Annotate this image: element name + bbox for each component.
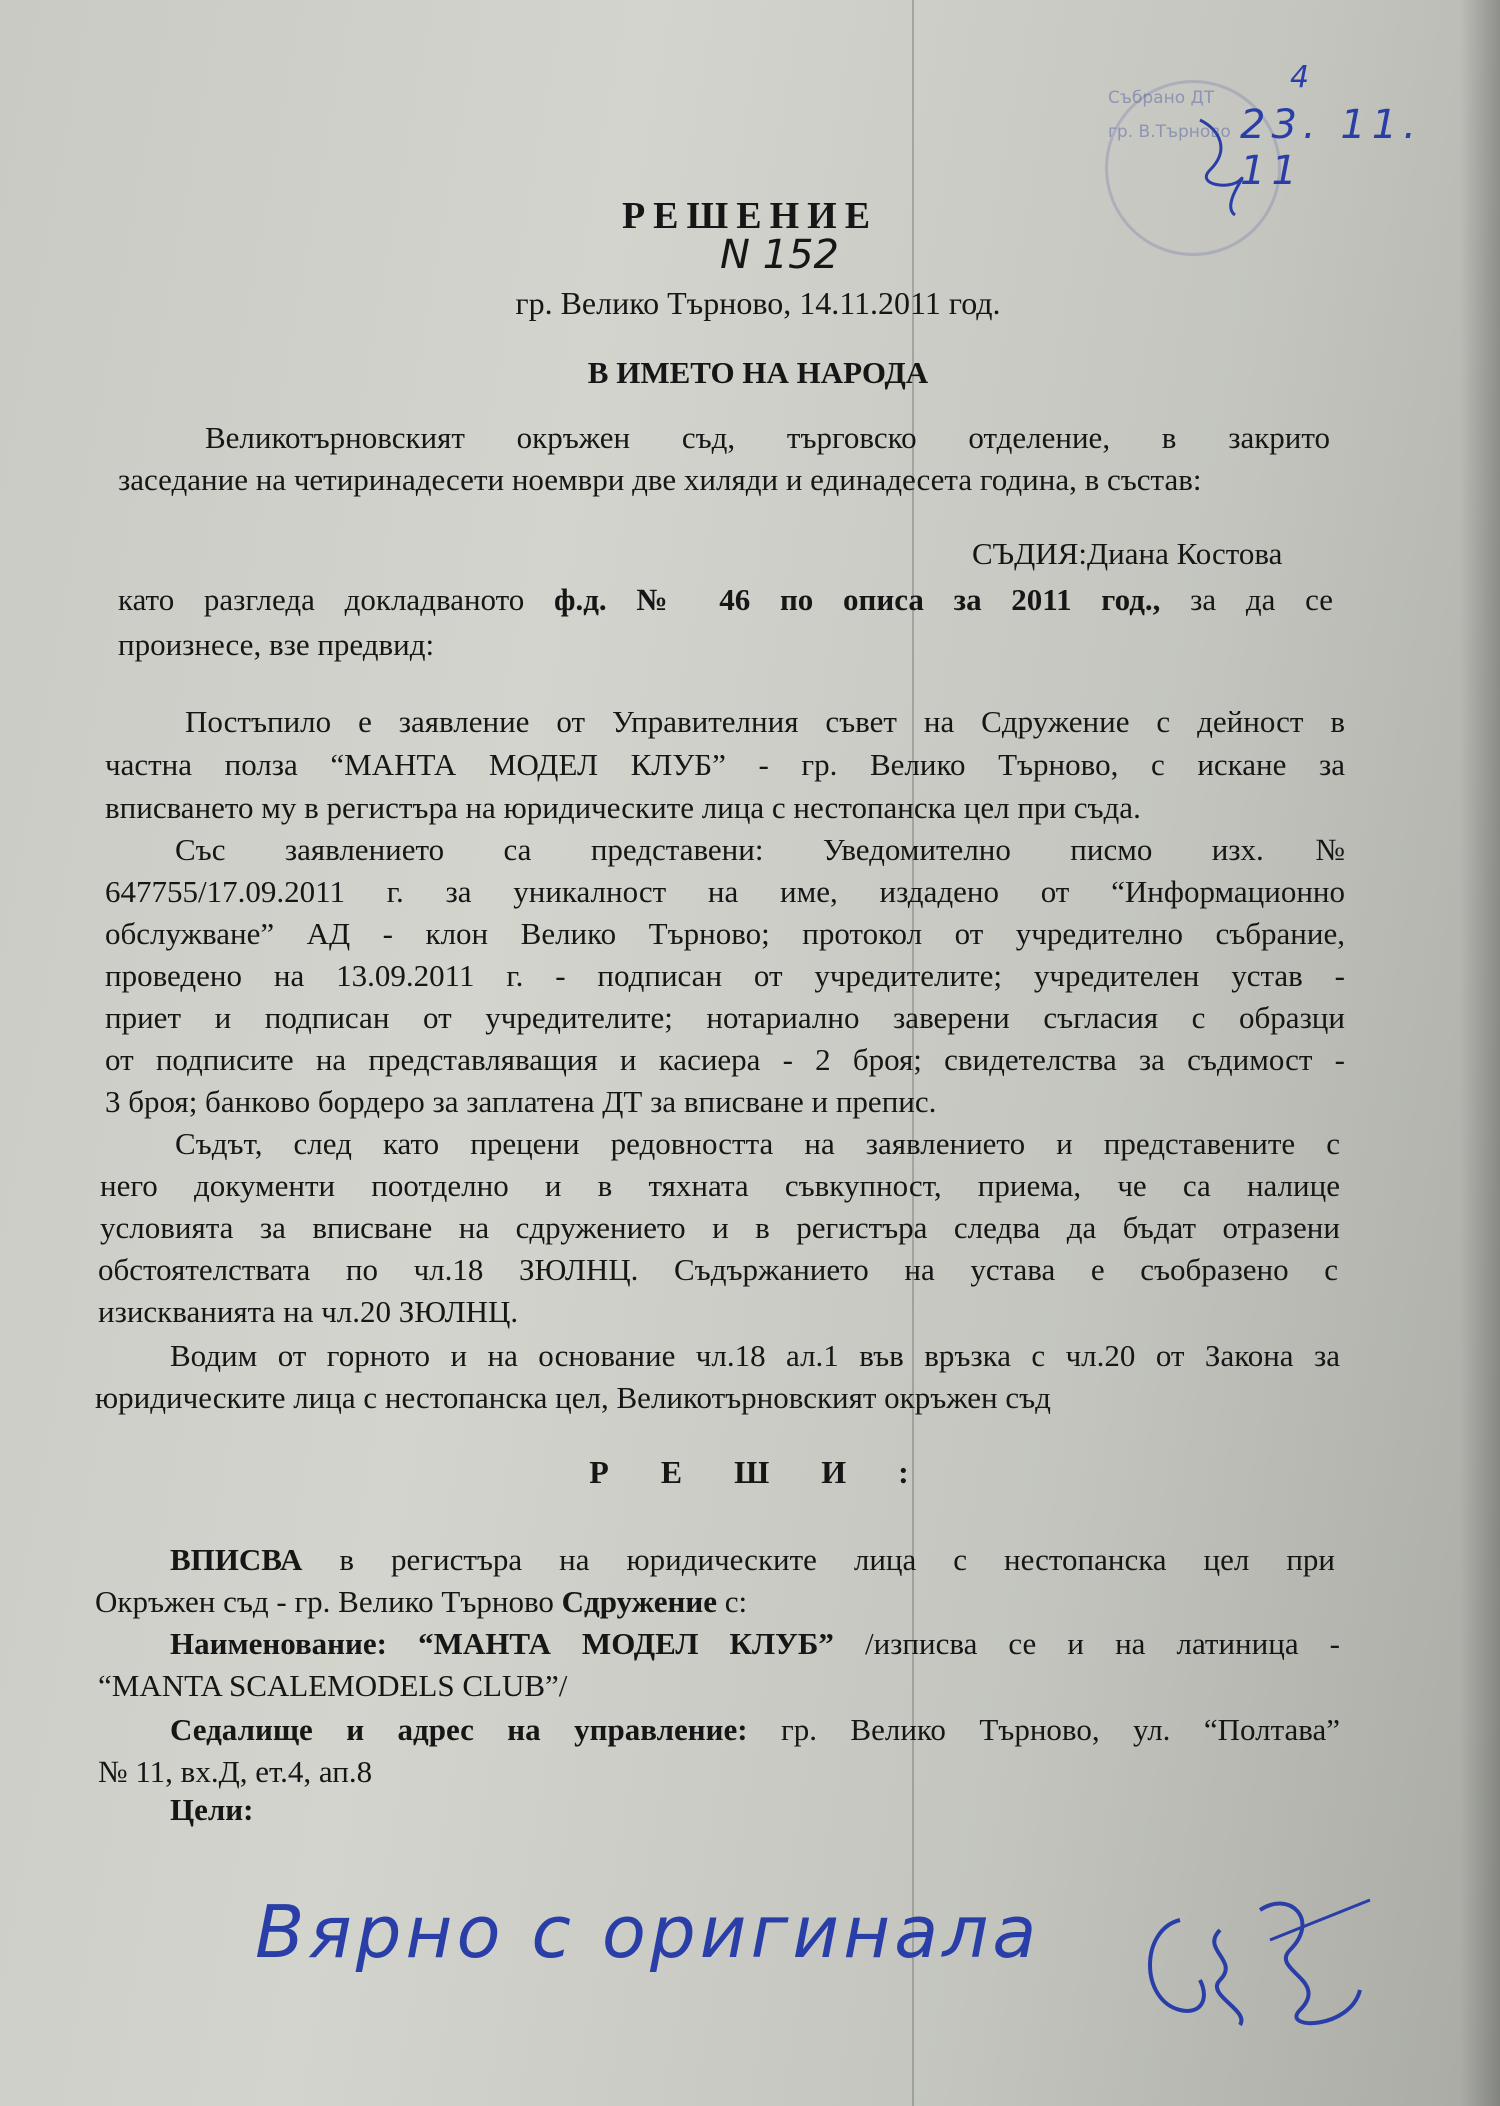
paragraph-2-line-5: приет и подписан от учредителите; нотариално заверени съгласия с образци bbox=[105, 1000, 1345, 1035]
intro-line-1: Великотърновският окръжен съд, търговско отделение, в закрито bbox=[205, 420, 1330, 455]
paragraph-2-line-7: 3 броя; банково бордеро за заплатена ДТ за вписване и препис. bbox=[105, 1084, 937, 1119]
enters-text: в регистъра на юридическите лица с нестопанска цел при bbox=[339, 1542, 1335, 1577]
seat-label: Седалище и адрес на управление: bbox=[170, 1712, 748, 1747]
seat-rest: гр. Велико Търново, ул. “Полтава” bbox=[781, 1712, 1341, 1747]
paragraph-4-line-2: юридическите лица с нестопанска цел, Великотърновският окръжен съд bbox=[95, 1380, 1051, 1415]
paragraph-1-line-1: Постъпило е заявление от Управителния съвет на Сдружение с дейност в bbox=[185, 704, 1345, 739]
goals-label: Цели: bbox=[170, 1792, 254, 1827]
paragraph-4-line-1: Водим от горното и на основание чл.18 ал.1 във връзка с чл.20 от Закона за bbox=[170, 1338, 1340, 1373]
paragraph-2-line-4: проведено на 13.09.2011 г. - подписан от учредителите; учредителен устав - bbox=[105, 958, 1345, 993]
case-text-c: за да се bbox=[1190, 582, 1334, 617]
name-latin: “MANTA SCALEMODELS CLUB”/ bbox=[98, 1668, 568, 1703]
paragraph-3-line-1: Съдът, след като прецени редовността на заявлението и представените с bbox=[175, 1126, 1340, 1161]
paragraph-2-line-6: от подписите на представляващия и касиера - 2 броя; свидетелства за съдимост - bbox=[105, 1042, 1345, 1077]
case-number: ф.д. № 46 по описа за 2011 год., bbox=[554, 582, 1161, 617]
case-text-a: като разгледа докладваното bbox=[118, 582, 525, 617]
paragraph-3-line-5: изискванията на чл.20 ЗЮЛНЦ. bbox=[98, 1294, 519, 1329]
stamp-superscript: 4 bbox=[1290, 60, 1310, 95]
paragraph-3-line-4: обстоятелствата по чл.18 ЗЮЛНЦ. Съдържанието на устава е съобразено с bbox=[98, 1252, 1338, 1287]
case-line-2: произнесе, взе предвид: bbox=[118, 627, 435, 662]
enters-with: с: bbox=[724, 1584, 748, 1619]
paragraph-3-line-2: него документи поотделно и в тяхната съвкупност, приема, че са налице bbox=[100, 1168, 1340, 1203]
decision-number: N 152 bbox=[720, 232, 839, 278]
paragraph-1-line-2: частна полза “МАНТА МОДЕЛ КЛУБ” - гр. Велико Търново, с искане за bbox=[105, 747, 1345, 782]
paragraph-2-line-3: обслужване” АД - клон Велико Търново; протокол от учредително събрание, bbox=[105, 916, 1345, 951]
paragraph-2-line-1: Със заявлението са представени: Уведомително писмо изх.№ bbox=[175, 832, 1345, 867]
handwritten-signature bbox=[1120, 1880, 1380, 2040]
place-date: гр. Велико Търново, 14.11.2011 год. bbox=[515, 285, 1001, 321]
enters-court: Окръжен съд - гр. Велико Търново bbox=[95, 1584, 554, 1619]
paragraph-2-line-2: 647755/17.09.2011 г. за уникалност на име, издадено от “Информационно bbox=[105, 874, 1345, 909]
stamp-received-text: Събрано ДТ bbox=[1108, 88, 1215, 108]
name-line-1 bbox=[170, 1624, 1340, 1664]
name-rest: /изписва се и на латиница - bbox=[864, 1626, 1340, 1661]
in-the-name-heading: В ИМЕТО НА НАРОДА bbox=[587, 355, 929, 390]
stamp-city-text: гр. В.Търново bbox=[1108, 122, 1231, 142]
stamp-date: 23. 11. 11 bbox=[1240, 102, 1422, 194]
case-line-1 bbox=[118, 580, 1333, 620]
paragraph-3-line-3: условията за вписване на сдружението и в регистъра следва да бъдат отразени bbox=[100, 1210, 1340, 1245]
seat-line-1 bbox=[170, 1710, 1340, 1750]
decides-heading: Р Е Ш И : bbox=[589, 1454, 911, 1490]
judge-name: СЪДИЯ:Диана Костова bbox=[972, 536, 1283, 571]
enters-line-2 bbox=[95, 1582, 747, 1622]
certification-handwritten: Вярно с оригинала bbox=[255, 1890, 1041, 1974]
enters-line-1 bbox=[170, 1540, 1335, 1580]
document-title: РЕШЕНИЕ bbox=[621, 195, 879, 237]
intro-line-2: заседание на четиринадесети ноември две хиляди и единадесета година, в състав: bbox=[118, 462, 1202, 497]
paragraph-1-line-3: вписването му в регистъра на юридическите лица с нестопанска цел при съда. bbox=[105, 790, 1141, 825]
enters-association: Сдружение bbox=[561, 1584, 717, 1619]
name-label: Наименование: “МАНТА МОДЕЛ КЛУБ” bbox=[170, 1626, 834, 1661]
enters-verb: ВПИСВА bbox=[170, 1542, 303, 1577]
seat-line-2: № 11, вх.Д, ет.4, ап.8 bbox=[98, 1754, 373, 1789]
